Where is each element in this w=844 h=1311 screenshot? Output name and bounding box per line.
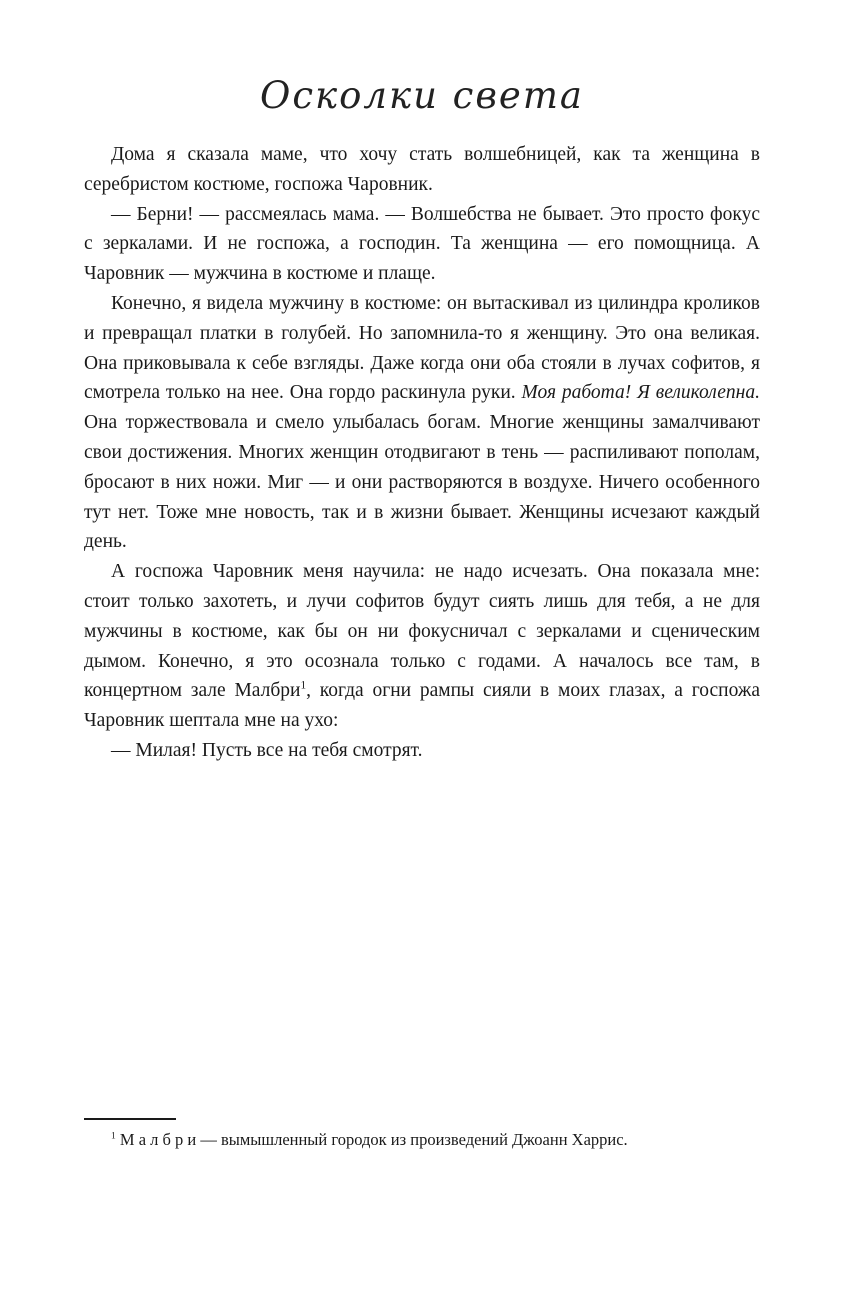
footnote-marker: 1 xyxy=(111,1130,116,1142)
footnote-body: М а л б р и — вымышленный городок из произведений Джоанн Харрис. xyxy=(119,1130,628,1149)
paragraph-text: Конечно, я видела мужчину в костюме: он вытаскивал из цилиндра кроликов и превращал платки в голубей. Но запомнила-то я женщину. Это она великая. Она приковывала к себе взгляды. Даже когда они оба стояли в лучах софитов, я смотрела только на нее. Она гордо раскинула руки. xyxy=(84,292,760,404)
chapter-title: Осколки света xyxy=(260,74,584,117)
paragraph: — Милая! Пусть все на тебя смотрят. xyxy=(111,739,423,761)
paragraph xyxy=(84,557,760,736)
footnote xyxy=(84,1118,760,1151)
footnote-text xyxy=(84,1129,760,1151)
paragraph: — Берни! — рассмеялась мама. — Волшебства не бывает. Это просто фокус с зеркалами. И не госпожа, а господин. Та женщина — его помощница. А Чаровник — мужчина в костюме и плаще. xyxy=(84,203,760,285)
paragraph: Дома я сказала маме, что хочу стать волшебницей, как та женщина в серебристом костюме, госпожа Чаровник. xyxy=(84,144,760,195)
paragraph-text: , когда огни рампы сияли в моих глазах, а госпожа Чаровник шептала мне на ухо: xyxy=(84,680,760,732)
emphasized-text: Моя работа! Я великолепна. xyxy=(521,382,760,404)
page-body xyxy=(84,140,760,766)
footnote-divider xyxy=(84,1118,176,1120)
footnote-reference: 1 xyxy=(300,679,307,692)
paragraph xyxy=(84,289,760,557)
paragraph-text: Она торжествовала и смело улыбалась богам. Многие женщины замалчивают свои достижения. Многих женщин отодвигают в тень — распиливают пополам, бросают в них ножи. Миг — и они растворяются в воздухе. Ничего особенного тут нет. Тоже мне новость, так и в жизни бывает. Женщины исчезают каждый день. xyxy=(84,412,760,553)
paragraph-text: А госпожа Чаровник меня научила: не надо исчезать. Она показала мне: стоит только захотеть, и лучи софитов будут сиять лишь для тебя, а не для мужчины в костюме, как бы он ни фокусничал с зеркалами и сценическим дымом. Конечно, я это осознала только с годами. А началось все там, в концертном зале Малбри xyxy=(84,561,760,702)
